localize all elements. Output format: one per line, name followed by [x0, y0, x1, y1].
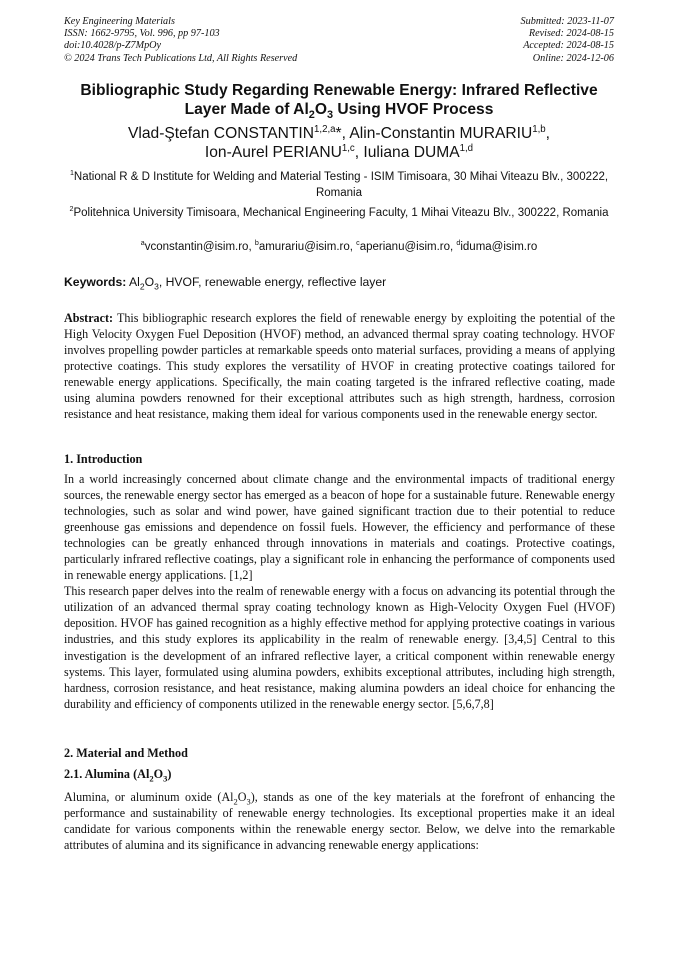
- email-list: $^a$vconstantin@isim.ro, $^b$amurariu@isim.ro, $^c$aperianu@isim.ro, $^d$iduma@isim.ro: [140, 239, 538, 253]
- issn-line: ISSN: 1662-9795, Vol. 996, pp 97-103: [64, 28, 220, 40]
- online-date: Online: 2024-12-06: [532, 52, 614, 64]
- abstract-text: This bibliographic research explores the field of renewable energy by exploiting the potential of the High Velocity Oxygen Fuel Deposition (HVOF) method, an advanced thermal spray coating technology. HVOF involves propelling powder particles at remarkable speeds onto material surfaces, providing a means of applying protective coatings. This study explores the versatility of HVOF in creating protective coatings tailored for renewable energy applications. Specifically, the main coating targeted is the infrared reflective coating, made using alumina powders renowned for their exceptional attributes such as high strength, hardness, corrosion resistance and heat resistance, making them ideal for various components used in the renewable energy sector.: [64, 311, 615, 422]
- author-list: [64, 124, 614, 162]
- author-line-1: Vlad-Ştefan CONSTANTIN$^{1,2,a}$*, Alin-Constantin MURARIU$^{1,b}$,: [127, 123, 551, 142]
- abstract-label: Abstract:: [64, 311, 114, 325]
- alumina-paragraph: Alumina, or aluminum oxide $(Al_2O_3)$, stands as one of the key materials at the forefront of enhancing the performance and sustainability of renewable energy technologies. Its exceptional properties make it an ideal candidate for various components within the renewable energy sector. Below, we delve into the remarkable attributes of alumina and its significance in advancing renewable energy applications:: [64, 790, 616, 853]
- author-line-2: Ion-Aurel PERIANU$^{1,c}$, Iuliana DUMA$^{1,d}$: [204, 142, 474, 161]
- copyright-line: © 2024 Trans Tech Publications Ltd, All Rights Reserved: [64, 52, 298, 64]
- doi-line[interactable]: doi:10.4028/p-Z7MpOy: [64, 40, 162, 52]
- journal-name: Key Engineering Materials: [64, 16, 175, 27]
- author-name: Iuliana DUMA: [363, 144, 460, 161]
- section-heading-introduction: 1. Introduction: [64, 452, 143, 466]
- affiliation-1: $^1$National R & D Institute for Welding and Material Testing - ISIM Timisoara, 30 Mihai Viteazu Blv., 300222, Romania: [69, 169, 609, 199]
- journal-header: [64, 16, 297, 65]
- submitted-date: Submitted: 2023-11-07: [520, 16, 614, 27]
- email-link[interactable]: aperianu@isim.ro,: [359, 241, 457, 253]
- author-name: Alin-Constantin MURARIU: [349, 125, 533, 142]
- dates-header: [521, 16, 614, 65]
- section-heading-material-method: 2. Material and Method: [64, 746, 188, 760]
- revised-date: Revised: 2024-08-15: [528, 28, 614, 40]
- accepted-date: Accepted: 2024-08-15: [523, 40, 614, 52]
- paper-title: [64, 81, 614, 122]
- email-link[interactable]: iduma@isim.ro: [460, 241, 538, 253]
- affiliation-2: $^2$Politehnica University Timisoara, Mechanical Engineering Faculty, 1 Mihai Viteazu Blv., 300222, Romania: [69, 205, 609, 219]
- keywords: Keywords: $Al_2O_3$, HVOF, renewable energy, reflective layer: [64, 275, 387, 292]
- introduction-body: [64, 471, 615, 712]
- title-line-2: Layer Made of $Al_2O_3$ Using HVOF Process: [184, 101, 494, 122]
- author-name: Vlad-Ştefan CONSTANTIN: [127, 125, 315, 142]
- paragraph: In a world increasingly concerned about climate change and the environmental impacts of traditional energy sources, the renewable energy sector has emerged as a beacon of hope for a sustainable future. Renewable energy technologies, such as solar and wind power, have gained significant traction due to their potential to reduce greenhouse gas emissions and dependence on fossil fuels. However, the efficiency and performance of these technologies can be greatly enhanced through innovations in materials and coatings. Protective coatings, particularly infrared reflective coatings, play a significant role in enhancing the performance of components used in renewable energy applications. [1,2]: [64, 472, 615, 583]
- email-link[interactable]: amurariu@isim.ro,: [258, 241, 357, 253]
- abstract: [64, 310, 615, 422]
- email-link[interactable]: vconstantin@isim.ro,: [144, 241, 255, 253]
- subsection-heading-alumina: 2.1. Alumina $(Al_2O_3)$: [64, 767, 172, 784]
- paragraph: This research paper delves into the realm of renewable energy with a focus on advancing its potential through the utilization of an advanced thermal spray coating technology known as High-Velocity Oxygen Fuel (HVOF) deposition. HVOF has gained recognition as a highly effective method for applying protective coatings in various industries, and this study explores its applicability in the realm of renewable energy. [3,4,5] Central to this investigation is the development of an infrared reflective layer, a critical component within renewable energy systems. This layer, formulated using alumina powders, exhibits exceptional attributes, including high strength, hardness, corrosion resistance, and heat resistance, making alumina powders an ideal choice for enhancing the durability and efficiency of components utilized in the renewable energy sector. [5,6,7,8]: [64, 584, 615, 711]
- author-name: Ion-Aurel PERIANU: [204, 144, 342, 161]
- title-line-1: Bibliographic Study Regarding Renewable Energy: Infrared Reflective: [80, 82, 598, 99]
- keywords-label: Keywords:: [64, 275, 127, 289]
